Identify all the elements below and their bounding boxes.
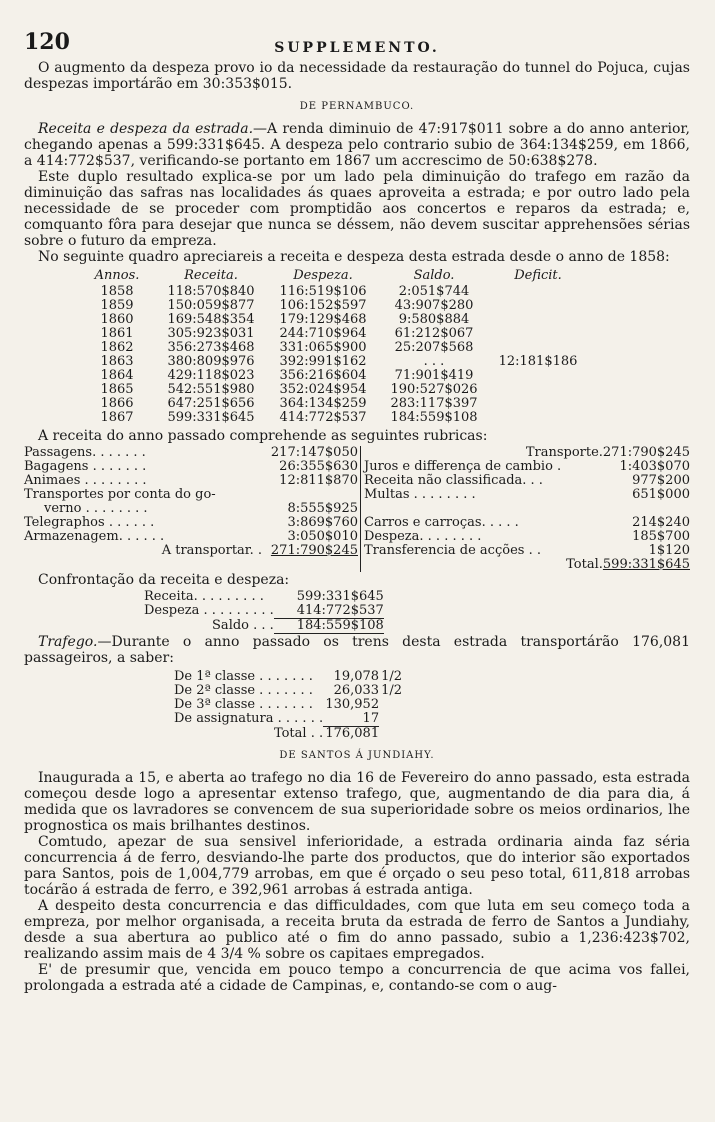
rubrica-right-label: Multas . . . . . . . . bbox=[364, 487, 476, 502]
deficit-cell bbox=[486, 369, 590, 383]
rubrica-left-value: 271:790$245 bbox=[262, 544, 361, 558]
despeza-cell: 331:065$900 bbox=[279, 340, 367, 355]
rubrica-right-label: Juros e differença de cambio . bbox=[364, 459, 562, 474]
rubrica-left-value: 3:050$010 bbox=[262, 530, 361, 544]
receita-cell: 647:251$656 bbox=[167, 396, 255, 411]
table-row bbox=[76, 355, 590, 369]
despeza-cell: 116:519$106 bbox=[279, 284, 367, 299]
confrontacao-value: 599:331$645 bbox=[296, 589, 384, 604]
table-row bbox=[76, 411, 590, 425]
table-row bbox=[76, 313, 590, 327]
year-cell: 1865 bbox=[100, 382, 134, 397]
class-label: De 3ª classe . . . . . . . bbox=[174, 697, 313, 712]
table-row bbox=[76, 327, 590, 341]
rubrica-right-value: 214$240 bbox=[632, 515, 690, 530]
confrontacao-value: 184:559$108 bbox=[274, 619, 384, 634]
rubrica-right-value: 1:403$070 bbox=[619, 459, 690, 474]
trafego-paragraph bbox=[24, 634, 690, 666]
rubrica-row bbox=[24, 558, 690, 572]
deficit-cell bbox=[486, 285, 590, 299]
deficit-cell bbox=[486, 341, 590, 355]
class-value: 130,952 bbox=[325, 697, 380, 712]
saldo-cell: 43:907$280 bbox=[394, 298, 474, 313]
rubrica-left-value: 26:355$630 bbox=[262, 460, 361, 474]
table-row bbox=[76, 383, 590, 397]
rubrica-right-label: Receita não classificada. . . bbox=[364, 473, 543, 488]
rubrica-left-value bbox=[262, 488, 361, 502]
class-row bbox=[174, 684, 421, 698]
receita-cell: 542:551$980 bbox=[167, 382, 255, 397]
class-row bbox=[174, 698, 421, 712]
rubrica-left-value: 3:869$760 bbox=[262, 516, 361, 530]
despeza-cell: 106:152$597 bbox=[279, 298, 367, 313]
running-title: SUPPLEMENTO. bbox=[274, 40, 440, 56]
saldo-cell: 190:527$026 bbox=[390, 382, 478, 397]
rubrica-right-value: 1$120 bbox=[648, 543, 690, 558]
section-title-santos-jundiahy: DE SANTOS Á JUNDIAHY. bbox=[279, 750, 435, 761]
class-label: Total . . bbox=[273, 725, 324, 741]
explanation-paragraph: Este duplo resultado explica-se por um lado pela diminuição do trafego em razão da diminuição das safras nas localidades ás quaes aproveita a estrada; e por outro lado pela necessidade de se proceder com promptidão aos concertos e reparos da estrada; e, comquanto fôra para desejar que nunca se déssem, não devem suscitar apprehensões sérias sobre o futuro da empreza. bbox=[24, 169, 690, 249]
rubrica-row bbox=[24, 544, 690, 558]
rubrica-right-value: 977$200 bbox=[632, 473, 690, 488]
class-row bbox=[174, 727, 421, 742]
col-annos: Annos. bbox=[94, 268, 140, 283]
despeza-cell: 356:216$604 bbox=[279, 368, 367, 383]
despeza-cell: 179:129$468 bbox=[279, 312, 367, 327]
class-label: De 1ª classe . . . . . . . bbox=[174, 669, 313, 684]
deficit-cell bbox=[486, 411, 590, 425]
deficit-cell bbox=[486, 299, 590, 313]
rubricas-intro: A receita do anno passado comprehende as seguintes rubricas: bbox=[38, 428, 488, 444]
saldo-cell: 2:051$744 bbox=[398, 284, 470, 299]
deficit-cell: 12:181$186 bbox=[498, 354, 578, 369]
class-fraction bbox=[379, 712, 421, 727]
passenger-classes-table bbox=[174, 670, 421, 741]
saldo-cell: 25:207$568 bbox=[394, 340, 474, 355]
receita-cell: 380:809$976 bbox=[167, 354, 255, 369]
rubrica-row bbox=[24, 530, 690, 544]
rubrica-right-label: Transferencia de acções . . bbox=[364, 543, 541, 558]
table-row bbox=[76, 299, 590, 313]
rubrica-right-value: 599:331$645 bbox=[602, 557, 690, 572]
class-value: 19,078 bbox=[333, 669, 380, 684]
rubrica-row bbox=[24, 474, 690, 488]
class-row bbox=[174, 670, 421, 684]
table-row bbox=[76, 397, 590, 411]
rubrica-left-value: 12:811$870 bbox=[262, 474, 361, 488]
year-cell: 1864 bbox=[100, 368, 134, 383]
receita-heading: Receita e despeza da estrada. bbox=[38, 121, 254, 137]
rubrica-right-value: 271:790$245 bbox=[602, 445, 690, 460]
saldo-cell: 71:901$419 bbox=[394, 368, 474, 383]
rubrica-left-label bbox=[24, 558, 262, 572]
confrontacao-label: Despeza . . . . . . . . . bbox=[144, 603, 274, 619]
year-cell: 1858 bbox=[100, 284, 134, 299]
rubrica-right-value: 651$000 bbox=[632, 487, 690, 502]
rubrica-row bbox=[24, 460, 690, 474]
trafego-heading: Trafego. bbox=[38, 634, 98, 650]
saldo-cell: 283:117$397 bbox=[390, 396, 478, 411]
year-cell: 1859 bbox=[100, 298, 134, 313]
deficit-cell bbox=[486, 327, 590, 341]
table-row bbox=[76, 369, 590, 383]
santos-paragraph-2: Comtudo, apezar de sua sensivel inferioridade, a estrada ordinaria ainda faz séria concurrencia á de ferro, desviando-lhe parte dos productos, que do interior são exportados para Santos, pois de 1,004,779 arrobas, em que é orçado o seu peso total, 611,818 arrobas tocárão á estrada de ferro, e 392,961 arrobas á estrada antiga. bbox=[24, 834, 690, 898]
class-value: 17 bbox=[323, 712, 379, 727]
saldo-cell: . . . bbox=[423, 354, 445, 369]
rubrica-left-value: 217:147$050 bbox=[262, 446, 361, 460]
rubrica-right-label: Total. bbox=[566, 557, 603, 572]
santos-paragraph-1: Inaugurada a 15, e aberta ao trafego no dia 16 de Fevereiro do anno passado, esta estrada começou desde logo a apresentar extenso trafego, que, augmentando de dia para dia, á medida que os lavradores se convencem de sua superioridade sobre os meios ordinarios, lhe prognostica os mais brilhantes destinos. bbox=[24, 770, 690, 834]
rubrica-left-value bbox=[262, 558, 361, 572]
receita-cell: 305:923$031 bbox=[167, 326, 255, 341]
year-cell: 1862 bbox=[100, 340, 134, 355]
intro-paragraph: O augmento da despeza provo io da necessidade da restauração do tunnel do Pojuca, cujas despezas importárão em 30:353$015. bbox=[24, 60, 690, 92]
rubrica-right-value: 185$700 bbox=[632, 529, 690, 544]
santos-paragraph-4: E' de presumir que, vencida em pouco tempo a concurrencia de que acima vos fallei, prolongada a estrada até a cidade de Campinas, e, contando-se com o aug- bbox=[24, 962, 690, 994]
class-label: De assignatura . . . . . . bbox=[174, 711, 324, 727]
despeza-cell: 364:134$259 bbox=[279, 396, 367, 411]
despeza-cell: 414:772$537 bbox=[279, 410, 367, 425]
saldo-cell: 9:580$884 bbox=[398, 312, 470, 327]
rubrica-left-label: Animaes . . . . . . . . bbox=[24, 473, 147, 488]
despeza-cell: 352:024$954 bbox=[279, 382, 367, 397]
despeza-cell: 244:710$964 bbox=[279, 326, 367, 341]
class-fraction bbox=[379, 727, 421, 742]
receita-cell: 599:331$645 bbox=[167, 410, 255, 425]
receita-cell: 356:273$468 bbox=[167, 340, 255, 355]
class-value: 176,081 bbox=[325, 726, 380, 741]
rubrica-right-value bbox=[603, 502, 690, 516]
rubrica-row bbox=[24, 516, 690, 530]
confrontacao-row bbox=[144, 590, 384, 604]
col-receita: Receita. bbox=[184, 268, 238, 283]
class-label: De 2ª classe . . . . . . . bbox=[174, 683, 313, 698]
year-cell: 1860 bbox=[100, 312, 134, 327]
col-deficit: Deficit. bbox=[514, 268, 562, 283]
col-saldo: Saldo. bbox=[413, 268, 455, 283]
rubrica-left-label: Telegraphos . . . . . . bbox=[24, 515, 155, 530]
confrontacao-value: 414:772$537 bbox=[274, 604, 384, 619]
year-cell: 1861 bbox=[100, 326, 134, 341]
page-number: 120 bbox=[24, 29, 70, 55]
rubrica-left-label: Transportes por conta do go- bbox=[24, 487, 216, 502]
class-fraction: 1/2 bbox=[381, 683, 403, 698]
section-title-pernambuco: DE PERNAMBUCO. bbox=[299, 101, 415, 112]
class-fraction bbox=[379, 698, 421, 712]
class-value: 26,033 bbox=[333, 683, 380, 698]
rubrica-left-label: Passagens. . . . . . . bbox=[24, 445, 146, 460]
saldo-cell: 61:212$067 bbox=[394, 326, 474, 341]
trafego-text: —Durante o anno passado os trens desta estrada transportárão 176,081 passageiros, a saber: bbox=[24, 634, 690, 666]
confrontacao-row bbox=[144, 604, 384, 619]
rubrica-right-label bbox=[361, 502, 603, 516]
year-cell: 1863 bbox=[100, 354, 134, 369]
receita-cell: 150:059$877 bbox=[167, 298, 255, 313]
receita-cell: 429:118$023 bbox=[167, 368, 255, 383]
rubrica-right-label: Carros e carroças. . . . . bbox=[364, 515, 519, 530]
despeza-cell: 392:991$162 bbox=[279, 354, 367, 369]
rubrica-row bbox=[24, 488, 690, 502]
annual-results-header-row bbox=[76, 269, 590, 285]
rubrica-right-label: Transporte. bbox=[525, 445, 603, 460]
confrontacao-title: Confrontação da receita e despeza: bbox=[38, 572, 290, 588]
year-cell: 1867 bbox=[100, 410, 134, 425]
confrontacao-table bbox=[144, 590, 384, 634]
rubrica-row bbox=[24, 446, 690, 460]
annual-results-table bbox=[76, 269, 590, 425]
rubrica-left-label: verno . . . . . . . . bbox=[44, 501, 148, 516]
receita-paragraph bbox=[24, 121, 690, 169]
rubrica-right-label: Despeza. . . . . . . . bbox=[364, 529, 482, 544]
rubrica-left-value: 8:555$925 bbox=[262, 502, 361, 516]
document-page bbox=[24, 29, 690, 994]
table-row bbox=[76, 341, 590, 355]
confrontacao-label: Receita. . . . . . . . . bbox=[144, 589, 264, 604]
quadro-intro-paragraph: No seguinte quadro apreciareis a receita e despeza desta estrada desde o anno de 1858: bbox=[38, 249, 670, 265]
receita-cell: 169:548$354 bbox=[167, 312, 255, 327]
year-cell: 1866 bbox=[100, 396, 134, 411]
class-fraction: 1/2 bbox=[381, 669, 403, 684]
deficit-cell bbox=[486, 397, 590, 411]
rubrica-row bbox=[24, 502, 690, 516]
table-row bbox=[76, 285, 590, 299]
saldo-cell: 184:559$108 bbox=[390, 410, 478, 425]
rubrica-left-label: A transportar. . bbox=[161, 543, 262, 558]
col-despeza: Despeza. bbox=[293, 268, 353, 283]
receita-cell: 118:570$840 bbox=[167, 284, 255, 299]
receita-text: —A renda diminuio de 47:917$011 sobre a do anno anterior, chegando apenas a 599:331$645. A despeza pelo contrario subio de 364:134$259, em 1866, a 414:772$537, verificando-se portanto em 1867 um accrescimo de 50:638$278. bbox=[24, 121, 690, 169]
page-header bbox=[24, 29, 690, 60]
rubrica-left-label: Bagagens . . . . . . . bbox=[24, 459, 147, 474]
deficit-cell bbox=[486, 383, 590, 397]
deficit-cell bbox=[486, 313, 590, 327]
santos-paragraph-3: A despeito desta concurrencia e das difficuldades, com que luta em seu começo toda a empreza, por melhor organisada, a receita bruta da estrada de ferro de Santos a Jundiahy, desde a sua abertura ao publico até o fim do anno passado, subio a 1,236:423$702, realizando assim mais de 4 3/4 % sobre os capitaes empregados. bbox=[24, 898, 690, 962]
class-row bbox=[174, 712, 421, 727]
rubrica-left-label: Armazenagem. . . . . . bbox=[24, 529, 165, 544]
confrontacao-label: Saldo . . . bbox=[212, 618, 274, 633]
rubricas-table bbox=[24, 446, 690, 572]
confrontacao-row bbox=[144, 619, 384, 634]
